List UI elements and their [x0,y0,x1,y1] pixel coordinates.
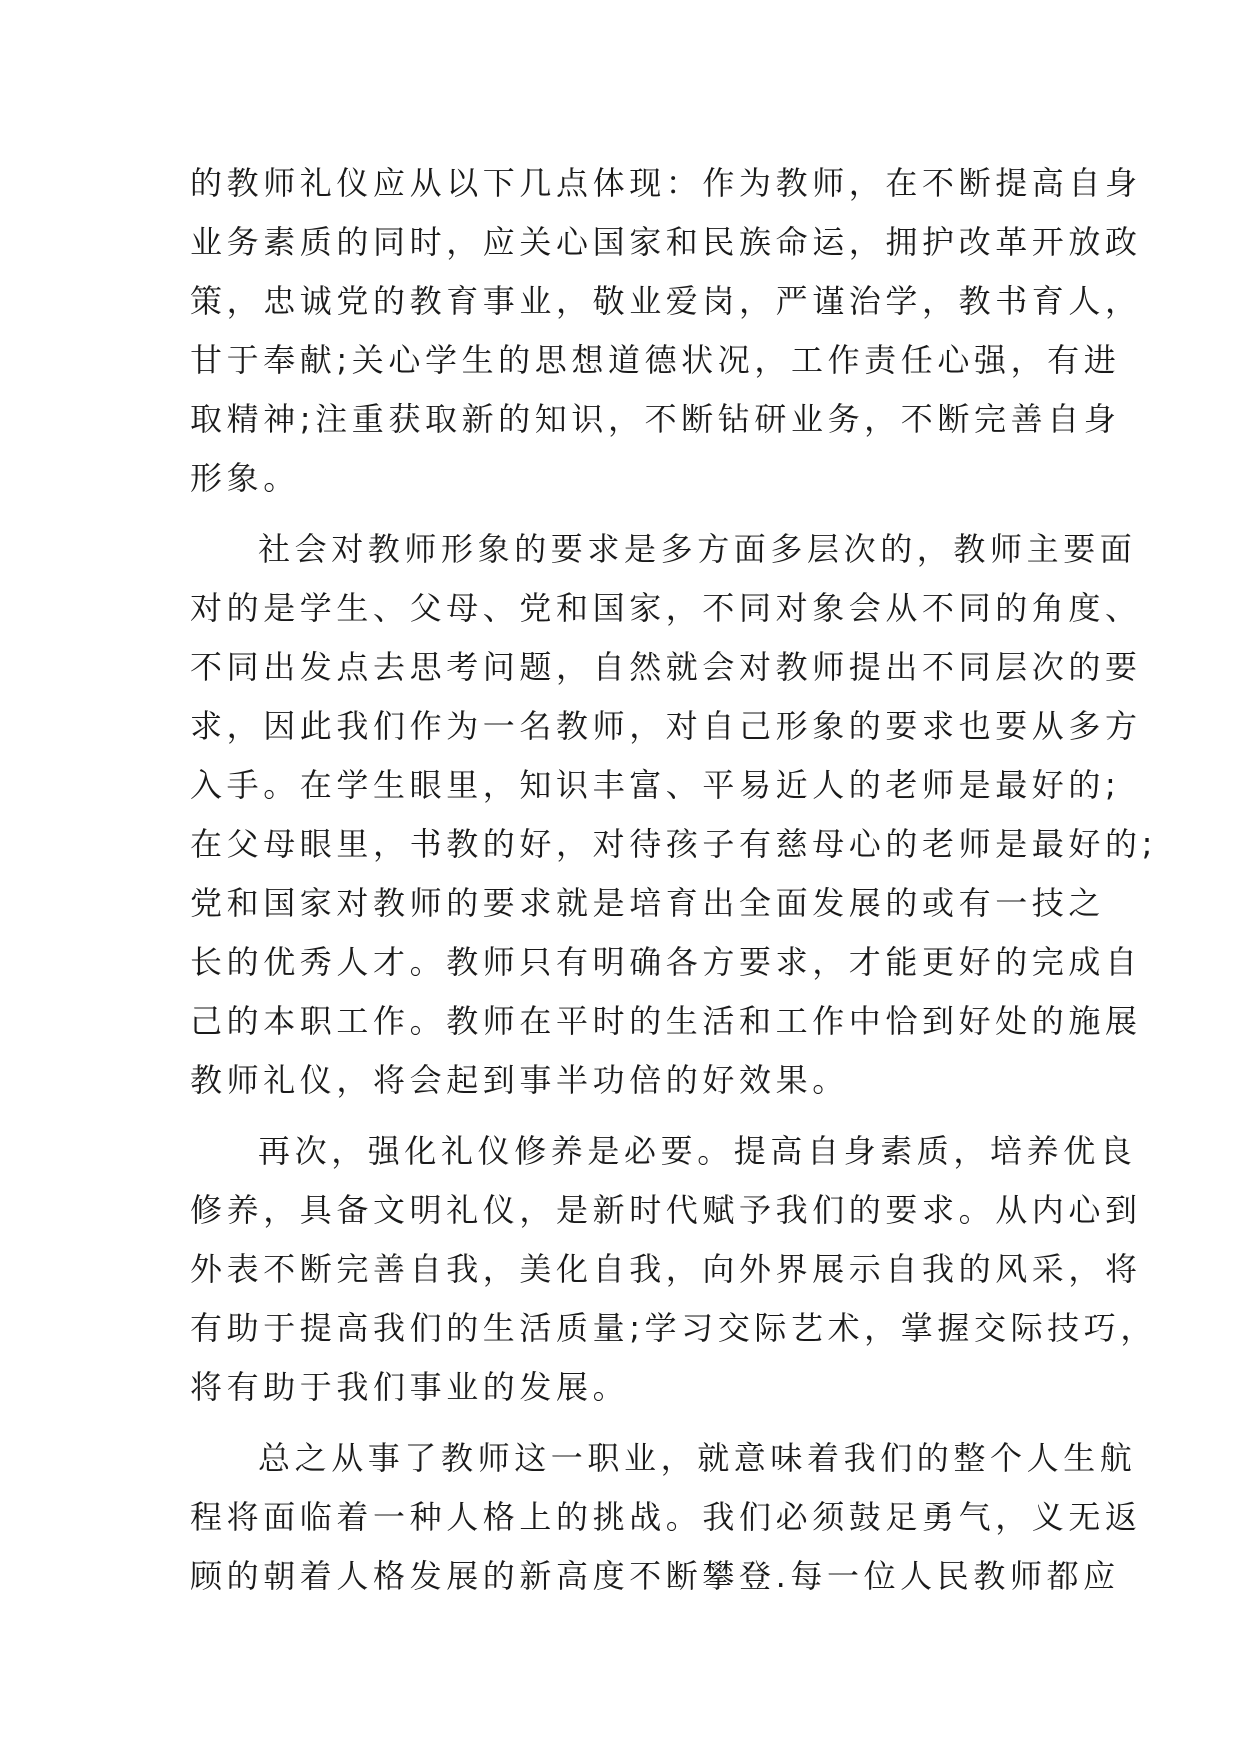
text-line: 己的本职工作。教师在平时的生活和工作中恰到好处的施展 [190,1002,1142,1040]
text-line: 教师礼仪，将会起到事半功倍的好效果。 [190,1061,849,1099]
text-line: 社会对教师形象的要求是多方面多层次的，教师主要面 [258,530,1137,568]
text-line: 有助于提高我们的生活质量;学习交际艺术，掌握交际技巧， [190,1309,1157,1347]
text-line: 长的优秀人才。教师只有明确各方要求，才能更好的完成自 [190,943,1142,981]
text-line: 党和国家对教师的要求就是培育出全面发展的或有一技之 [190,884,1106,922]
text-line: 修养，具备文明礼仪，是新时代赋予我们的要求。从内心到 [190,1191,1142,1229]
text-line: 在父母眼里，书教的好，对待孩子有慈母心的老师是最好的; [190,825,1157,863]
text-line: 程将面临着一种人格上的挑战。我们必须鼓足勇气，义无返 [190,1498,1142,1536]
text-line: 再次，强化礼仪修养是必要。提高自身素质，培养优良 [258,1132,1137,1170]
body-text [190,154,1157,1606]
paragraph-3 [190,1122,1157,1417]
text-line: 不同出发点去思考问题，自然就会对教师提出不同层次的要 [190,648,1142,686]
text-line: 将有助于我们事业的发展。 [190,1368,630,1406]
text-line: 外表不断完善自我，美化自我，向外界展示自我的风采，将 [190,1250,1142,1288]
text-line: 策，忠诚党的教育事业，敬业爱岗，严谨治学，教书育人， [190,282,1142,320]
paragraph-2 [190,520,1157,1110]
text-line: 业务素质的同时，应关心国家和民族命运，拥护改革开放政 [190,223,1142,261]
text-line: 取精神;注重获取新的知识，不断钻研业务，不断完善自身 [190,400,1121,438]
text-line: 对的是学生、父母、党和国家，不同对象会从不同的角度、 [190,589,1142,627]
paragraph-4 [190,1429,1142,1606]
text-line: 的教师礼仪应从以下几点体现：作为教师，在不断提高自身 [190,164,1142,202]
text-line: 顾的朝着人格发展的新高度不断攀登.每一位人民教师都应 [190,1557,1120,1595]
text-line: 求，因此我们作为一名教师，对自己形象的要求也要从多方 [190,707,1142,745]
text-line: 总之从事了教师这一职业，就意味着我们的整个人生航 [258,1439,1137,1477]
paragraph-1 [190,154,1142,508]
text-line: 形象。 [190,459,300,497]
text-line: 入手。在学生眼里，知识丰富、平易近人的老师是最好的; [190,766,1121,804]
text-line: 甘于奉献;关心学生的思想道德状况，工作责任心强，有进 [190,341,1121,379]
